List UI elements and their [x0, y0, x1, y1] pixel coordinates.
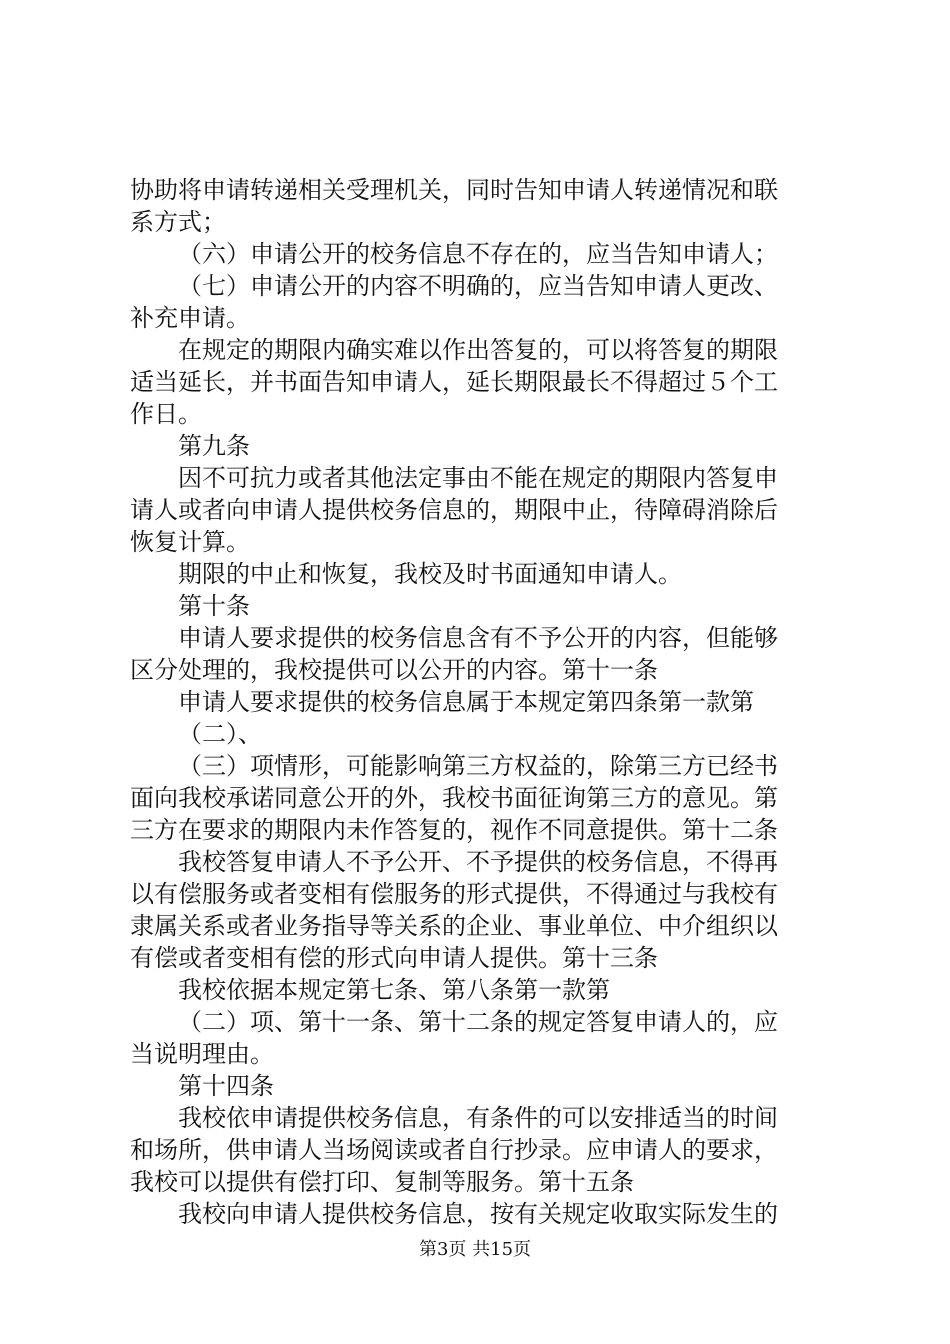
- text-line: 作日。: [130, 400, 202, 428]
- article-heading: 第九条: [178, 432, 250, 460]
- text-line: （七）申请公开的内容不明确的，应当告知申请人更改、: [178, 272, 778, 300]
- article-heading: 第十条: [178, 592, 250, 620]
- text-line: 适当延长，并书面告知申请人，延长期限最长不得超过５个工: [130, 368, 778, 396]
- text-line: 三方在要求的期限内未作答复的，视作不同意提供。第十二条: [130, 816, 778, 844]
- text-line: 和场所，供申请人当场阅读或者自行抄录。应申请人的要求，: [130, 1136, 778, 1164]
- text-line: 系方式；: [130, 208, 226, 236]
- text-line: 我校向申请人提供校务信息，按有关规定收取实际发生的: [178, 1200, 778, 1228]
- text-line: 补充申请。: [130, 304, 250, 332]
- text-line: 以有偿服务或者变相有偿服务的形式提供，不得通过与我校有: [130, 880, 778, 908]
- text-line: （二）项、第十一条、第十二条的规定答复申请人的，应: [178, 1008, 778, 1036]
- text-line: 我校可以提供有偿打印、复制等服务。第十五条: [130, 1168, 634, 1196]
- text-line: 有偿或者变相有偿的形式向申请人提供。第十三条: [130, 944, 658, 972]
- text-line: （三）项情形，可能影响第三方权益的，除第三方已经书: [178, 752, 778, 780]
- page-footer: 第3页 共15页: [418, 1239, 532, 1260]
- text-line: 期限的中止和恢复，我校及时书面通知申请人。: [178, 560, 682, 588]
- text-line: 协助将申请转递相关受理机关，同时告知申请人转递情况和联: [130, 176, 778, 204]
- text-line: 恢复计算。: [130, 528, 250, 556]
- text-line: （六）申请公开的校务信息不存在的，应当告知申请人；: [178, 240, 778, 268]
- text-line: 申请人要求提供的校务信息属于本规定第四条第一款第: [178, 688, 754, 716]
- text-line: 我校依据本规定第七条、第八条第一款第: [178, 976, 610, 1004]
- text-line: 面向我校承诺同意公开的外，我校书面征询第三方的意见。第: [130, 784, 778, 812]
- text-line: 请人或者向申请人提供校务信息的，期限中止，待障碍消除后: [130, 496, 778, 524]
- text-line: 申请人要求提供的校务信息含有不予公开的内容，但能够: [178, 624, 778, 652]
- text-line: （二）、: [178, 720, 262, 748]
- text-line: 隶属关系或者业务指导等关系的企业、事业单位、中介组织以: [130, 912, 778, 940]
- article-heading: 第十四条: [178, 1072, 274, 1100]
- text-line: 我校依申请提供校务信息，有条件的可以安排适当的时间: [178, 1104, 778, 1132]
- text-line: 因不可抗力或者其他法定事由不能在规定的期限内答复申: [178, 464, 778, 492]
- text-line: 区分处理的，我校提供可以公开的内容。第十一条: [130, 656, 658, 684]
- text-line: 在规定的期限内确实难以作出答复的，可以将答复的期限: [178, 336, 778, 364]
- text-line: 当说明理由。: [130, 1040, 274, 1068]
- text-line: 我校答复申请人不予公开、不予提供的校务信息，不得再: [178, 848, 778, 876]
